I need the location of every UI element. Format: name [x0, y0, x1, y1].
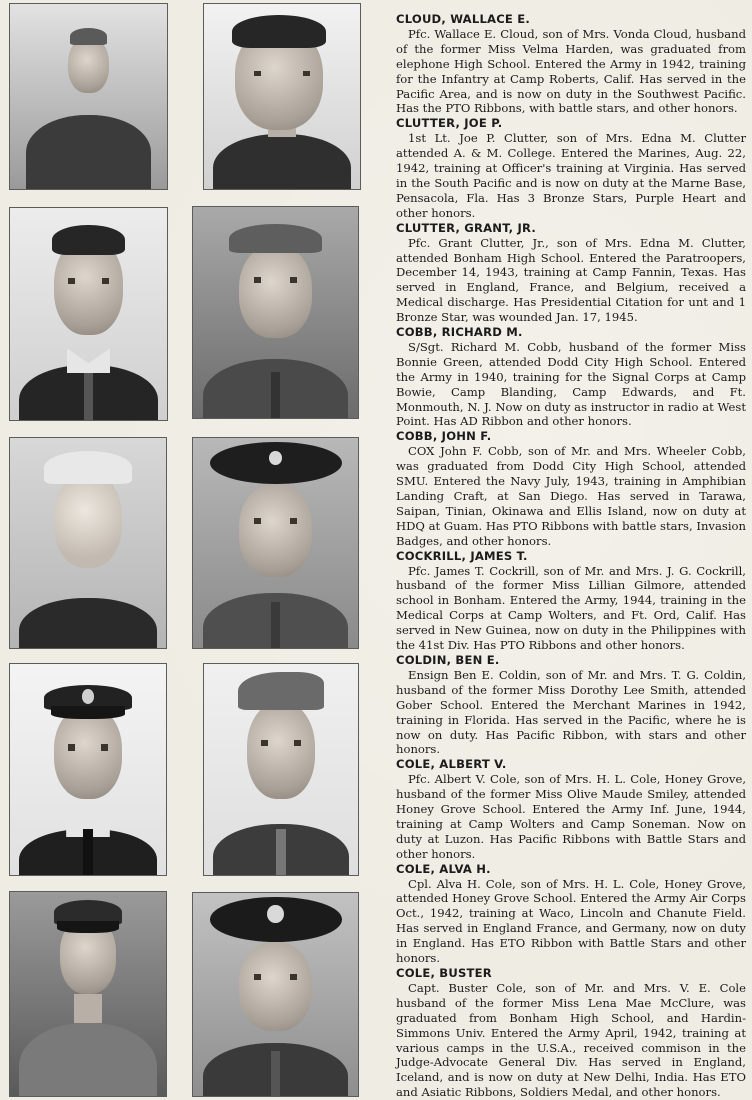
entry-cole-buster — [396, 966, 746, 1100]
portrait-photo-cole-alva — [9, 891, 167, 1097]
biography-column — [396, 12, 746, 1100]
entry-name: COBB, RICHARD M. — [396, 325, 523, 340]
portrait-photo-cockrill — [192, 437, 359, 649]
entry-text: Pfc. Grant Clutter, Jr., son of Mrs. Edna M. Clutter, attended Bonham High School. Entered the Paratroopers, December 14, 1943, training at Camp Fannin, Texas. Has served in England, France, and Belgium, received a Medical discharge. Has Presidential Citation for unt and 1 Bronze Star, was wounded Jan. 17, 1945. — [396, 235, 746, 325]
entry-name: COLE, ALBERT V. — [396, 757, 507, 772]
entry-coldin — [396, 653, 746, 757]
entry-text: Capt. Buster Cole, son of Mr. and Mrs. V. E. Cole husband of the former Miss Lena Mae McClure, was graduated from Bonham High School, and Hardin-Simmons Univ. Entered the Army April, 1942, training at various camps in the U.S.A., received commison in the Judge-Advocate General Div. Has served in England, Iceland, and is now on duty at New Delhi, India. Has ETO and Asiatic Ribbons, Soldiers Medal, and other honors. — [396, 980, 746, 1100]
entry-text: COX John F. Cobb, son of Mr. and Mrs. Wheeler Cobb, was graduated from Dodd City High School, attended SMU. Entered the Navy July, 1943, training in Amphibian Landing Craft, at San Diego. Has served in Tarawa, Saipan, Tinian, Okinawa and Ellis Island, now on duty at HDQ at Guam. Has PTO Ribbons with battle stars, Invasion Badges, and other honors. — [396, 444, 746, 548]
entry-clutter-grant — [396, 221, 746, 325]
entry-name: COCKRILL, JAMES T. — [396, 548, 528, 563]
portrait-photo-cole-buster — [192, 892, 359, 1097]
entry-cloud — [396, 12, 746, 116]
portrait-photo-clutter-grant — [9, 207, 168, 421]
entry-name: COBB, JOHN F. — [396, 429, 492, 444]
entry-name: COLE, ALVA H. — [396, 861, 491, 876]
portrait-photo-clutter-joe — [203, 3, 361, 190]
entry-name: COLE, BUSTER — [396, 966, 492, 980]
entry-text: Pfc. Wallace E. Cloud, son of Mrs. Vonda Cloud, husband of the former Miss Velma Harden, was graduated from elephone High School. Entered the Army in 1942, training for the Infantry at Camp Roberts, Calif. Has served in the Pacific Area, and is now on duty in the Southwest Pacific. Has the PTO Ribbons, with battle stars, and other honors. — [396, 26, 746, 116]
entry-cobb-john — [396, 429, 746, 548]
entry-text: 1st Lt. Joe P. Clutter, son of Mrs. Edna M. Clutter attended A. & M. College. Entered the Marines, Aug. 22, 1942, training at Officer's training at Virginia. Has served in the South Pacific and is now on duty at the Marne Base, Pensacola, Fla. Has 3 Bronze Stars, Purple Heart and other honors. — [396, 131, 746, 220]
entry-text: Pfc. James T. Cockrill, son of Mr. and Mrs. J. G. Cockrill, husband of the former Miss Lillian Gilmore, attended school in Bonham. Entered the Army, 1944, training in the Medical Corps at Camp Wolters, and Ft. Ord, Calif. Has served in New Guinea, now on duty in the Philippines with the 41st Div. Has PTO Ribbons and other honors. — [396, 563, 746, 653]
portrait-photo-cobb-john — [9, 437, 167, 649]
entry-text: Ensign Ben E. Coldin, son of Mr. and Mrs. T. G. Coldin, husband of the former Miss Dorothy Lee Smith, attended Gober School. Entered the Merchant Marines in 1942, training in Florida. Has served in the Pacific, where he is now on duty. Has Pacific Ribbon, with stars and other honors. — [396, 667, 746, 757]
entry-name: COLDIN, BEN E. — [396, 652, 500, 667]
entry-text: Cpl. Alva H. Cole, son of Mrs. H. L. Cole, Honey Grove, attended Honey Grove School. Entered the Army Air Corps Oct., 1942, training at Waco, Lincoln and Chanute Field. Has served in England France, and Germany, now on duty in England. Has ETO Ribbon with Battle Stars and other honors. — [396, 876, 746, 966]
portrait-photo-coldin — [9, 663, 167, 876]
entry-name: CLUTTER, JOE P. — [396, 116, 503, 131]
portrait-photo-cloud — [9, 3, 168, 190]
portrait-photo-cobb-richard — [192, 206, 359, 419]
entry-cobb-richard — [396, 325, 746, 429]
entry-cole-alva — [396, 862, 746, 966]
entry-cole-albert — [396, 757, 746, 861]
entry-text: Pfc. Albert V. Cole, son of Mrs. H. L. Cole, Honey Grove, husband of the former Miss Olive Maude Smiley, attended Honey Grove School. Entered the Army Inf. June, 1944, training at Camp Wolters and Camp Soneman. Now on duty at Luzon. Has Pacific Ribbons with Battle Stars and other honors. — [396, 772, 746, 861]
portrait-photo-cole-albert — [203, 663, 359, 876]
entry-name: CLUTTER, GRANT, JR. — [396, 220, 536, 235]
entry-clutter-joe — [396, 116, 746, 220]
entry-text: S/Sgt. Richard M. Cobb, husband of the former Miss Bonnie Green, attended Dodd City High School. Entered the Army in 1940, training for the Signal Corps at Camp Bowie, Camp Blanding, Camp Edwards, and Ft. Monmouth, N. J. Now on duty as instructor in radio at West Point. Has AD Ribbon and other honors. — [396, 339, 746, 429]
entry-name: CLOUD, WALLACE E. — [396, 12, 530, 26]
entry-cockrill — [396, 549, 746, 653]
